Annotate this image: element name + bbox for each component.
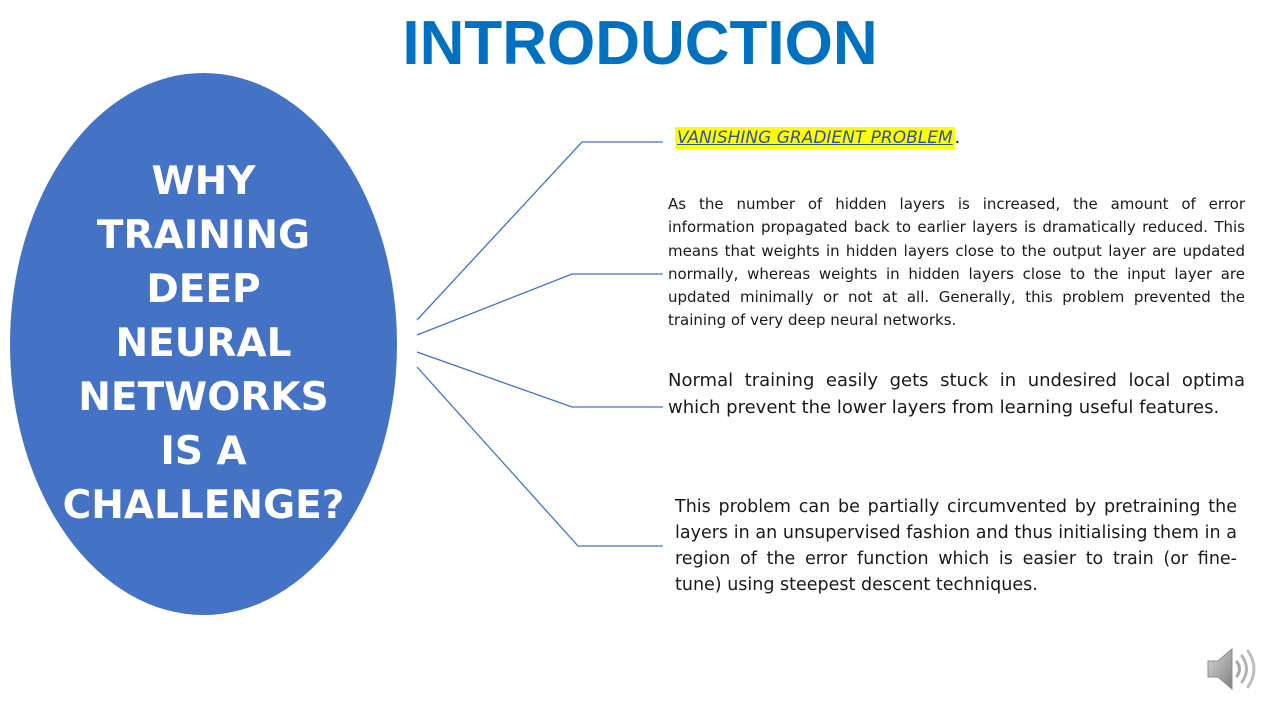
slide-title: INTRODUCTION	[402, 9, 878, 78]
paragraph-local-optima: Normal training easily gets stuck in undesired local optima which prevent the lower layers from learning useful features.	[668, 370, 1245, 418]
connector-line-2	[417, 274, 663, 335]
challenge-oval-label: WHY TRAINING DEEP NEURAL NETWORKS IS A CHALLENGE?	[62, 159, 345, 528]
vanishing-gradient-link[interactable]: VANISHING GRADIENT PROBLEM	[677, 128, 953, 148]
vanishing-gradient-heading	[675, 128, 960, 148]
paragraph-pretraining: This problem can be partially circumvented by pretraining the layers in an unsupervised fashion and thus initialising them in a region of the error function which is easier to train (or fine-tune) using steepest descent techniques.	[675, 497, 1237, 595]
paragraph-vanishing-gradient: As the number of hidden layers is increased, the amount of error information propagated back to earlier layers is dramatically reduced. This means that weights in hidden layers close to the output layer are updated normally, whereas weights in hidden layers close to the input layer are updated minimally or not at all. Generally, this problem prevented the training of very deep neural networks.	[668, 195, 1245, 330]
speaker-icon[interactable]	[1204, 644, 1260, 694]
connector-line-1	[417, 142, 663, 320]
connector-line-4	[417, 367, 663, 546]
challenge-oval-label-wrap	[10, 73, 397, 615]
connector-line-3	[417, 352, 663, 407]
heading-period: .	[954, 128, 961, 148]
